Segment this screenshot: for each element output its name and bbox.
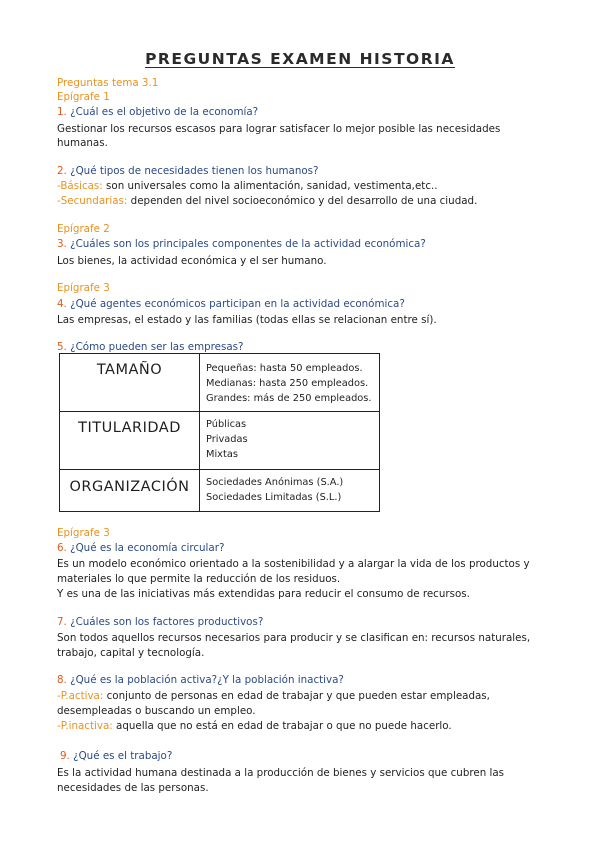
question-number: 2. (57, 165, 67, 177)
table-row-organization (60, 470, 379, 512)
question-text: ¿Cuáles son los factores productivos? (70, 616, 264, 628)
row-item: Medianas: hasta 250 empleados. (206, 378, 369, 389)
answer-4: Las empresas, el estado y las familias (todas ellas se relacionan entre sí). (57, 314, 437, 326)
answer-8-inactive (57, 719, 557, 733)
page-title: PREGUNTAS EXAMEN HISTORIA (145, 50, 455, 68)
question-6 (57, 541, 557, 555)
answer-1-line-2: humanas. (57, 137, 108, 149)
inactive-label: -P.inactiva: (57, 720, 113, 732)
question-number: 5. (57, 341, 67, 353)
question-text: ¿Cuáles son los principales componentes de la actividad económica? (70, 238, 426, 250)
answer-9-line-2: necesidades de las personas. (57, 782, 209, 794)
answer-8-active-cont: desempleadas o buscando un empleo. (57, 705, 256, 717)
answer-6-line-1: Es un modelo económico orientado a la sostenibilidad y a alargar la vida de los productos y (57, 558, 530, 570)
basic-text: son universales como la alimentación, sanidad, vestimenta,etc.. (106, 180, 438, 192)
active-text: conjunto de personas en edad de trabajar y que pueden estar empleadas, (106, 690, 490, 702)
question-number: 6. (57, 542, 67, 554)
answer-2-basic (57, 179, 557, 193)
question-2 (57, 164, 557, 178)
row-item: Mixtas (206, 449, 238, 460)
basic-label: -Básicas: (57, 180, 103, 192)
question-5 (57, 340, 557, 354)
question-number: 7. (57, 616, 67, 628)
question-text: ¿Cómo pueden ser las empresas? (70, 341, 244, 353)
question-text: ¿Qué agentes económicos participan en la actividad económica? (70, 298, 405, 310)
row-item: Grandes: más de 250 empleados. (206, 393, 372, 404)
question-text: ¿Qué es la población activa?¿Y la población inactiva? (70, 674, 344, 686)
answer-7-line-1: Son todos aquellos recursos necesarios para producir y se clasifican en: recursos naturales, (57, 632, 531, 644)
answer-7-line-2: trabajo, capital y tecnología. (57, 647, 205, 659)
question-4 (57, 297, 557, 311)
question-number: 3. (57, 238, 67, 250)
answer-6-line-2: materiales lo que permite la reducción de los residuos. (57, 573, 341, 585)
row-header: ORGANIZACIÓN (69, 479, 190, 495)
secondary-label: -Secundarias: (57, 195, 128, 207)
question-text: ¿Cuál es el objetivo de la economía? (70, 106, 259, 118)
active-label: -P.activa: (57, 690, 104, 702)
question-number: 9. (60, 750, 70, 762)
question-7 (57, 615, 557, 629)
table-row-size (60, 354, 379, 412)
epigrafe-2-heading: Epígrafe 2 (57, 223, 110, 235)
row-header: TAMAÑO (96, 362, 163, 378)
secondary-text: dependen del nivel socioeconómico y del desarrollo de una ciudad. (130, 195, 478, 207)
topic-heading: Preguntas tema 3.1 (57, 77, 159, 89)
inactive-text: aquella que no está en edad de trabajar o que no puede hacerlo. (116, 720, 452, 732)
question-text: ¿Qué es el trabajo? (73, 750, 173, 762)
epigrafe-3-heading: Epígrafe 3 (57, 282, 110, 294)
question-number: 8. (57, 674, 67, 686)
answer-3: Los bienes, la actividad económica y el ser humano. (57, 255, 327, 267)
answer-8-active (57, 689, 557, 703)
row-item: Sociedades Anónimas (S.A.) (206, 477, 344, 488)
question-number: 4. (57, 298, 67, 310)
table-row-ownership (60, 412, 379, 470)
question-text: ¿Qué tipos de necesidades tienen los humanos? (70, 165, 319, 177)
question-number: 1. (57, 106, 67, 118)
company-types-table (59, 353, 380, 512)
row-item: Privadas (206, 434, 248, 445)
epigrafe-1-heading: Epígrafe 1 (57, 91, 110, 103)
row-item: Sociedades Limitadas (S.L.) (206, 492, 342, 503)
row-item: Pequeñas: hasta 50 empleados. (206, 363, 363, 374)
question-text: ¿Qué es la economía circular? (70, 542, 225, 554)
question-1 (57, 105, 557, 119)
epigrafe-3b-heading: Epígrafe 3 (57, 527, 110, 539)
answer-9-line-1: Es la actividad humana destinada a la producción de bienes y servicios que cubren las (57, 767, 505, 779)
answer-6-line-3: Y es una de las iniciativas más extendidas para reducir el consumo de recursos. (57, 588, 470, 600)
answer-1-line-1: Gestionar los recursos escasos para lograr satisfacer lo mejor posible las necesidades (57, 123, 501, 135)
question-3 (57, 237, 557, 251)
answer-2-secondary (57, 194, 557, 208)
question-8 (57, 673, 557, 687)
question-9 (60, 749, 560, 763)
row-header: TITULARIDAD (78, 420, 181, 436)
row-item: Públicas (206, 419, 247, 430)
